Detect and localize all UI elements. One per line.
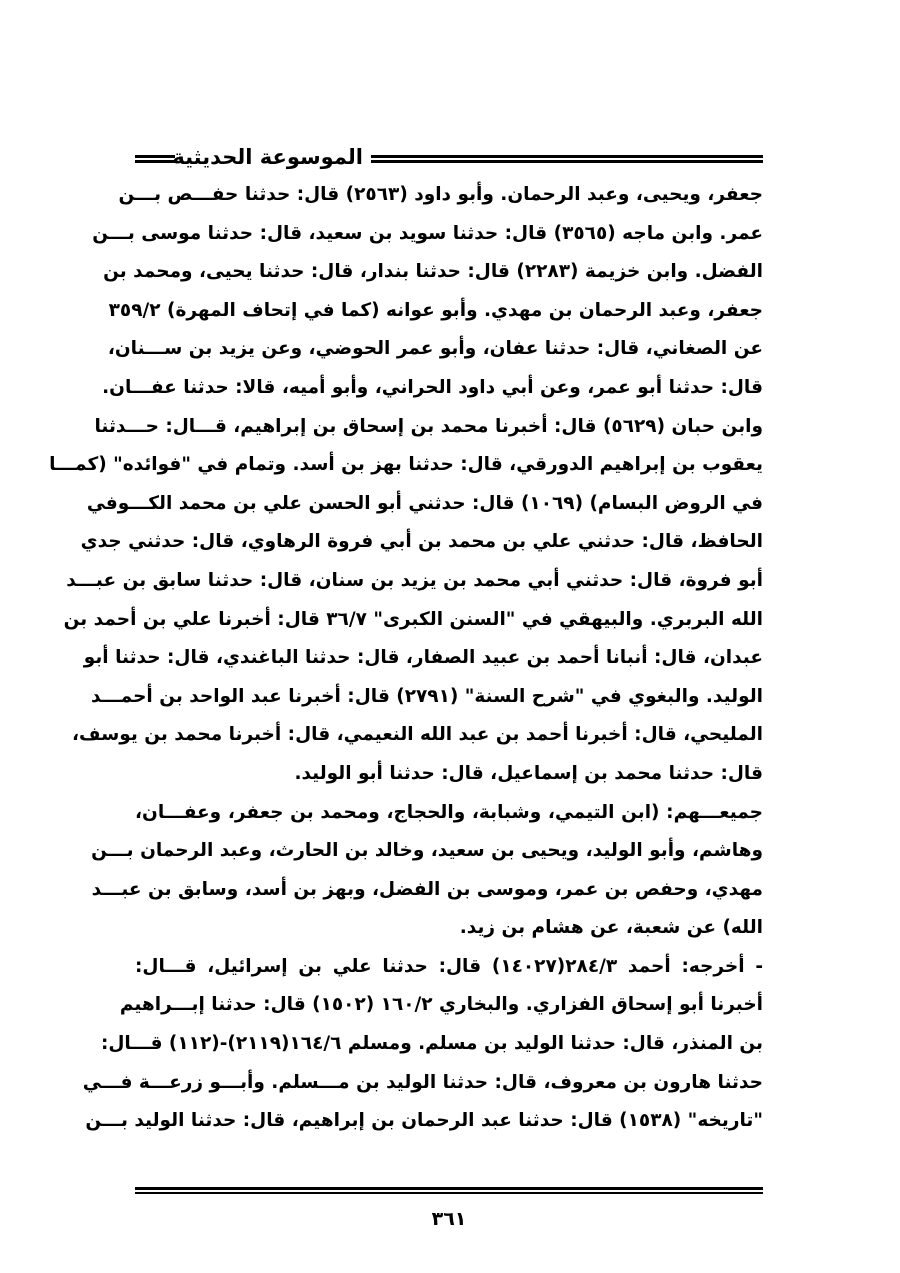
text-line: وابن حبان (٥٦٢٩) قال: أخبرنا محمد بن إسحاق بن إبراهيم، قـــال: حـــدثنا	[94, 415, 763, 437]
text-line: في الروض البسام) (١٠٦٩) قال: حدثني أبو الحسن علي بن محمد الكـــوفي	[86, 492, 763, 514]
text-line: - أخرجه: أحمد ٢٨٤/٣(١٤٠٢٧) قال: حدثنا علي بن إسرائيل، قـــال:	[135, 955, 763, 977]
text-line: قال: حدثنا محمد بن إسماعيل، قال: حدثنا أبو الوليد.	[294, 762, 763, 784]
text-line: مهدي، وحفص بن عمر، وموسى بن الفضل، وبهز بن أسد، وسابق بن عبـــد	[91, 878, 763, 900]
text-line: يعقوب بن إبراهيم الدورقي، قال: حدثنا بهز بن أسد. وتمام في "فوائده" (كمـــا	[49, 454, 763, 476]
header-title: الموسوعة الحديثية	[172, 145, 363, 169]
text-line: الوليد. والبغوي في "شرح السنة" (٢٧٩١) قال: أخبرنا عبد الواحد بن أحمـــد	[91, 685, 763, 707]
page-number: ٣٦١	[431, 1208, 467, 1230]
text-line: وهاشم، وأبو الوليد، ويحيى بن سعيد، وخالد بن الحارث، وعبد الرحمان بـــن	[91, 840, 763, 862]
text-line: الله) عن شعبة، عن هشام بن زيد.	[459, 917, 763, 939]
text-line: بن المنذر، قال: حدثنا الوليد بن مسلم. ومسلم ١٦٤/٦(٢١١٩)-(١١٢) قـــال:	[100, 1033, 763, 1055]
text-line: أبو فروة، قال: حدثني أبي محمد بن يزيد بن سنان، قال: حدثنا سابق بن عبـــد	[66, 569, 763, 591]
text-line: حدثنا هارون بن معروف، قال: حدثنا الوليد بن مـــسلم. وأبـــو زرعـــة فـــي	[82, 1071, 763, 1093]
text-line: المليحي، قال: أخبرنا أحمد بن عبد الله النعيمي، قال: أخبرنا محمد بن يوسف،	[72, 724, 763, 746]
header-rule-left	[135, 155, 175, 163]
text-line: جعفر، ويحيى، وعبد الرحمان. وأبو داود (٢٥٦٣) قال: حدثنا حفـــص بـــن	[118, 184, 763, 205]
footer-rule	[135, 1187, 763, 1194]
text-line: الفضل. وابن خزيمة (٢٢٨٣) قال: حدثنا بندار، قال: حدثنا يحيى، ومحمد بن	[103, 261, 763, 283]
text-line: "تاريخه" (١٥٣٨) قال: حدثنا عبد الرحمان بن إبراهيم، قال: حدثنا الوليد بـــن	[85, 1110, 763, 1132]
text-line: قال: حدثنا أبو عمر، وعن أبي داود الحراني، وأبو أميه، قالا: حدثنا عفـــان.	[102, 376, 763, 398]
text-line: جميعـــهم: (ابن التيمي، وشبابة، والحجاج، ومحمد بن جعفر، وعفـــان،	[135, 801, 763, 823]
main-text	[49, 176, 763, 1141]
running-header	[135, 138, 763, 178]
text-line: عبدان، قال: أنبانا أحمد بن عبيد الصفار، قال: حدثنا الباغندي، قال: حدثنا أبو	[83, 647, 763, 669]
text-line: جعفر، وعبد الرحمان بن مهدي. وأبو عوانه (كما في إتحاف المهرة) ٣٥٩/٢	[108, 299, 763, 321]
text-line: أخبرنا أبو إسحاق الفزاري. والبخاري ١٦٠/٢ (١٥٠٢) قال: حدثنا إبـــراهيم	[119, 994, 763, 1016]
header-rule-right	[371, 155, 763, 163]
text-line: الحافظ، قال: حدثني علي بن محمد بن أبي فروة الرهاوي، قال: حدثني جدي	[80, 531, 763, 553]
text-line: عمر. وابن ماجه (٣٥٦٥) قال: حدثنا سويد بن سعيد، قال: حدثنا موسى بـــن	[92, 222, 763, 244]
text-line: عن الصغاني، قال: حدثنا عفان، وأبو عمر الحوضي، وعن يزيد بن ســـنان،	[107, 338, 763, 360]
text-line: الله البربري. والبيهقي في "السنن الكبرى" ٣٦/٧ قال: أخبرنا علي بن أحمد بن	[63, 608, 763, 630]
